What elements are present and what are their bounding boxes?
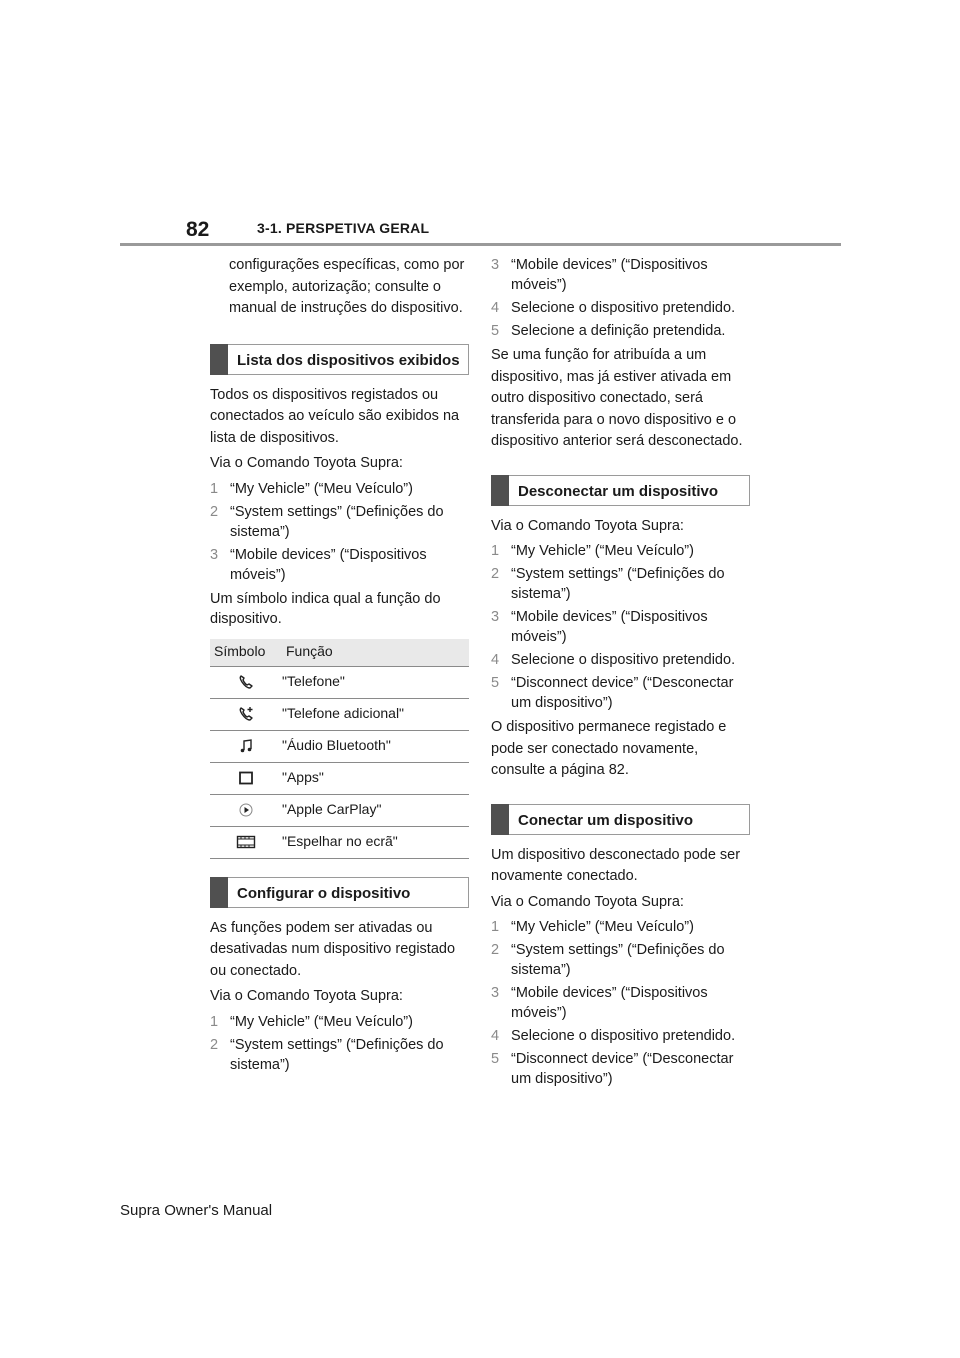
section-heading-configure: Configurar o dispositivo — [210, 877, 469, 908]
step-number: 2 — [491, 566, 500, 582]
connect-description: Um dispositivo desconectado pode ser novamente conectado. — [491, 846, 741, 884]
page-number: 82 — [186, 218, 210, 241]
step-text: “My Vehicle” (“Meu Veículo”) — [511, 543, 694, 559]
configure-steps-continued — [491, 255, 751, 341]
symbol-cell — [210, 762, 282, 794]
intro-paragraph: configurações específicas, como por exemplo, autorização; consulte o manual de instruções do dispositivo. — [229, 257, 465, 316]
table-header-row — [210, 639, 469, 667]
list-item — [491, 564, 751, 604]
step-text: “System settings” (“Definições do sistema”) — [511, 566, 725, 602]
list-item — [491, 321, 751, 341]
step-number: 3 — [491, 257, 500, 273]
step-number: 5 — [491, 1051, 500, 1067]
list-item — [491, 650, 751, 670]
list-item — [210, 545, 470, 585]
list-item — [491, 673, 751, 713]
header-divider — [120, 243, 841, 246]
symbol-cell — [210, 826, 282, 858]
step-text: “System settings” (“Definições do sistema”) — [230, 503, 444, 540]
table-row — [210, 666, 469, 698]
table-row — [210, 794, 469, 826]
chapter-title: 3-1. PERSPETIVA GERAL — [257, 220, 430, 236]
step-text: “Mobile devices” (“Dispositivos móveis”) — [511, 609, 708, 645]
table-row — [210, 762, 469, 794]
symbol-table — [210, 639, 469, 859]
step-number: 1 — [491, 543, 500, 559]
step-text: “My Vehicle” (“Meu Veículo”) — [230, 480, 413, 497]
function-cell: "Telefone adicional" — [282, 698, 469, 730]
step-text: Selecione o dispositivo pretendido. — [511, 652, 736, 668]
step-text: “Mobile devices” (“Dispositivos móveis”) — [230, 546, 427, 583]
screen-mirror-icon — [236, 834, 256, 850]
section-heading-connect: Conectar um dispositivo — [491, 804, 750, 835]
configure-description: As funções podem ser ativadas ou desativadas num dispositivo registado ou conectado. — [210, 919, 456, 979]
function-cell: "Apps" — [282, 762, 469, 794]
list-item — [491, 298, 751, 318]
step-text: “System settings” (“Definições do sistema”) — [230, 1036, 444, 1073]
list-item — [210, 502, 470, 542]
list-item — [491, 1026, 751, 1046]
additional-phone-icon — [238, 706, 254, 722]
symbol-cell — [210, 794, 282, 826]
list-item — [491, 917, 751, 937]
list-item — [210, 1012, 470, 1032]
step-text: “Disconnect device” (“Desconectar um dispositivo”) — [511, 675, 734, 711]
carplay-play-icon — [238, 802, 254, 818]
step-text: Selecione a definição pretendida. — [511, 323, 726, 339]
list-item — [491, 255, 751, 295]
step-text: “Mobile devices” (“Dispositivos móveis”) — [511, 985, 708, 1021]
symbol-explanation: Um símbolo indica qual a função do dispositivo. — [210, 590, 441, 627]
table-row — [210, 826, 469, 858]
footer-manual-title: Supra Owner's Manual — [120, 1202, 273, 1219]
step-number: 4 — [491, 300, 500, 316]
phone-icon — [238, 674, 254, 690]
step-number: 3 — [491, 609, 500, 625]
list-item — [491, 541, 751, 561]
device-list-via: Via o Comando Toyota Supra: — [210, 455, 403, 471]
step-text: “System settings” (“Definições do sistema”) — [511, 942, 725, 978]
symbol-cell — [210, 730, 282, 762]
step-number: 5 — [491, 675, 500, 691]
left-column — [210, 255, 470, 1079]
step-number: 3 — [491, 985, 500, 1001]
step-number: 4 — [491, 1028, 500, 1044]
disconnect-note: O dispositivo permanece registado e pode ser conectado novamente, consulte a página 82. — [491, 719, 727, 778]
table-row — [210, 730, 469, 762]
step-number: 2 — [210, 1036, 219, 1053]
step-number: 4 — [491, 652, 500, 668]
symbol-cell — [210, 666, 282, 698]
device-list-steps — [210, 479, 470, 585]
step-number: 1 — [210, 1013, 219, 1030]
section-heading-device-list: Lista dos dispositivos exibidos — [210, 344, 469, 375]
step-text: “My Vehicle” (“Meu Veículo”) — [230, 1013, 413, 1030]
configure-via: Via o Comando Toyota Supra: — [210, 988, 403, 1004]
column-header-symbol: Símbolo — [210, 639, 282, 667]
step-text: “Mobile devices” (“Dispositivos móveis”) — [511, 257, 708, 293]
list-item — [210, 479, 470, 499]
function-cell: "Apple CarPlay" — [282, 794, 469, 826]
connect-via: Via o Comando Toyota Supra: — [491, 893, 684, 910]
column-header-function: Função — [282, 639, 469, 667]
step-text: Selecione o dispositivo pretendido. — [511, 1028, 736, 1044]
step-number: 3 — [210, 546, 219, 563]
list-item — [491, 983, 751, 1023]
step-text: “Disconnect device” (“Desconectar um dispositivo”) — [511, 1051, 734, 1087]
device-list-description: Todos os dispositivos registados ou conectados ao veículo são exibidos na lista de dispositivos. — [210, 386, 460, 446]
transfer-note: Se uma função for atribuída a um dispositivo, mas já estiver ativada em outro dispositivo conectado, será transferida para o novo dispositivo e o dispositivo anterior será desconectado. — [491, 347, 743, 449]
function-cell: "Espelhar no ecrã" — [282, 826, 469, 858]
table-row — [210, 698, 469, 730]
right-column — [491, 255, 751, 1093]
list-item — [491, 1049, 751, 1089]
section-heading-disconnect: Desconectar um dispositivo — [491, 475, 750, 506]
disconnect-steps — [491, 541, 751, 713]
configure-steps — [210, 1012, 470, 1075]
function-cell: "Telefone" — [282, 666, 469, 698]
disconnect-via: Via o Comando Toyota Supra: — [491, 517, 684, 534]
step-number: 1 — [210, 480, 219, 497]
list-item — [491, 607, 751, 647]
step-text: “My Vehicle” (“Meu Veículo”) — [511, 919, 694, 935]
list-item — [491, 940, 751, 980]
step-number: 1 — [491, 919, 500, 935]
step-number: 2 — [491, 942, 500, 958]
list-item — [210, 1035, 470, 1075]
symbol-cell — [210, 698, 282, 730]
step-number: 2 — [210, 503, 219, 520]
step-number: 5 — [491, 323, 500, 339]
connect-steps — [491, 917, 751, 1089]
music-note-icon — [238, 738, 254, 754]
step-text: Selecione o dispositivo pretendido. — [511, 300, 736, 316]
function-cell: "Áudio Bluetooth" — [282, 730, 469, 762]
apps-square-icon — [238, 770, 254, 786]
